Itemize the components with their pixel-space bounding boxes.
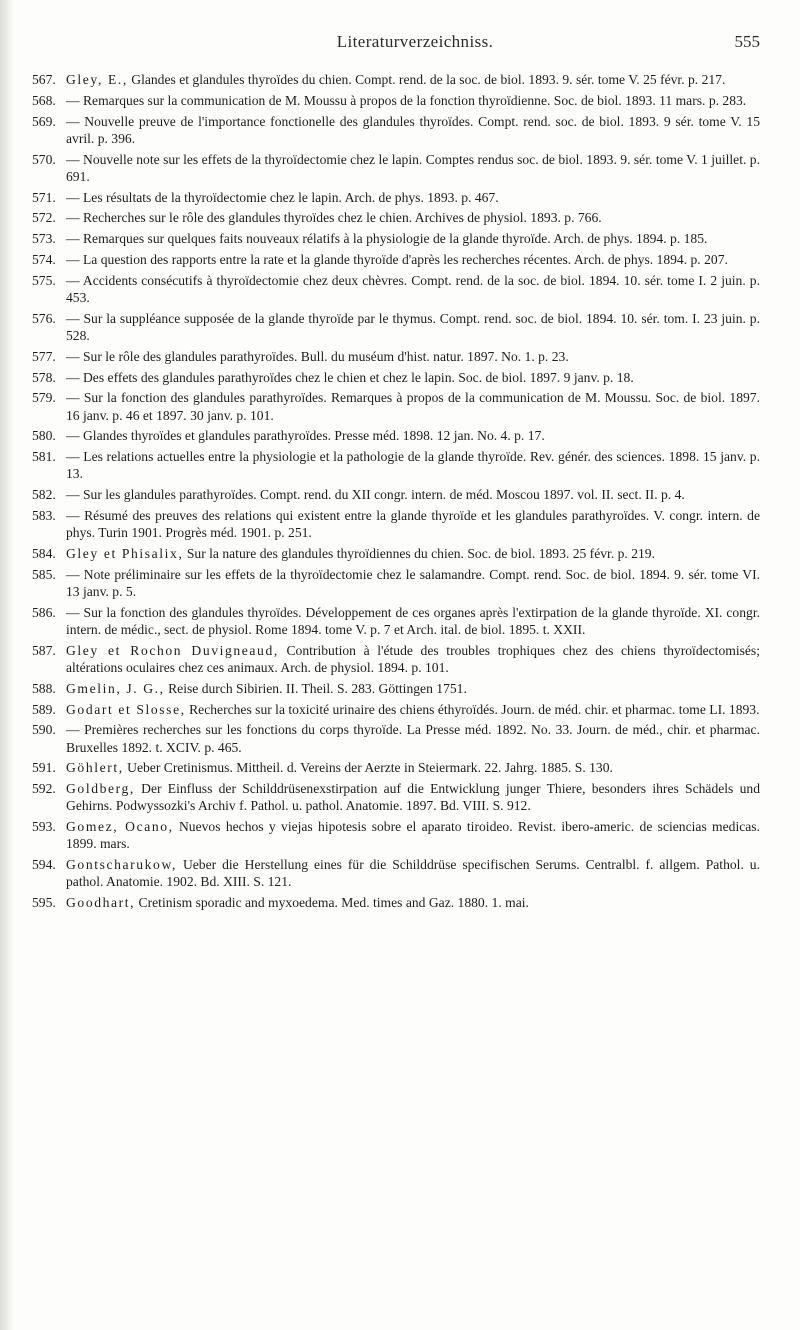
entry-author: Goodhart, — [66, 895, 136, 911]
entry-number: 585. — [32, 566, 56, 582]
bibliography-entry — [32, 680, 760, 697]
entry-text: — Sur le rôle des glandules parathyroïdes. Bull. du muséum d'hist. natur. 1897. No. 1. p. 23. — [66, 348, 569, 364]
entry-text: — Remarques sur quelques faits nouveaux rélatifs à la physiologie de la glande thyroïde. Arch. de phys. 1894. p. 185. — [66, 231, 708, 247]
entry-number: 581. — [32, 449, 56, 465]
entry-text: — Sur la suppléance supposée de la glande thyroïde par le thymus. Compt. rend. soc. de biol. 1894. 10. sér. tom. I. 23 juin. p. 528. — [66, 310, 760, 343]
bibliography-entry — [32, 545, 760, 562]
page-header — [70, 22, 760, 56]
entry-number: 580. — [32, 428, 56, 444]
entry-text: — Nouvelle preuve de l'importance fonctionelle des glandules thyroïdes. Compt. rend. soc. de biol. 1893. 9 sér. tome V. 15 avril. p. 396. — [66, 113, 760, 146]
entry-author: Goldberg, — [66, 781, 135, 797]
bibliography-entry — [32, 113, 760, 147]
bibliography-entry — [32, 209, 760, 226]
entry-number: 594. — [32, 857, 56, 873]
bibliography-entry — [32, 566, 760, 600]
entry-number: 568. — [32, 92, 56, 108]
page-number: 555 — [734, 32, 760, 51]
entry-text: Glandes et glandules thyroïdes du chien. Compt. rend. de la soc. de biol. 1893. 9. sér. tome V. 25 févr. p. 217. — [131, 72, 726, 87]
entry-author: Gley, E., — [66, 72, 128, 87]
bibliography-entry — [32, 759, 760, 776]
entry-author: Göhlert, — [66, 760, 124, 776]
bibliography-entry — [32, 92, 760, 109]
entry-number: 577. — [32, 348, 56, 364]
bibliography-entry — [32, 189, 760, 206]
entry-number: 573. — [32, 231, 56, 247]
entry-number: 570. — [32, 151, 56, 167]
entry-text: — Les relations actuelles entre la physiologie et la pathologie de la glande thyroïde. Rev. génér. des sciences. 1898. 15 janv. p. 13. — [66, 449, 760, 482]
entry-author: Gmelin, J. G., — [66, 680, 165, 696]
entry-author: Gomez, Ocano, — [66, 819, 174, 835]
running-title: Literaturverzeichniss. — [336, 32, 494, 51]
entry-author: Gley et Phisalix, — [66, 545, 184, 561]
entry-number: 584. — [32, 545, 56, 561]
entry-number: 591. — [32, 760, 56, 776]
entry-number: 582. — [32, 487, 56, 503]
entry-number: 567. — [32, 72, 56, 87]
entry-number: 569. — [32, 113, 56, 129]
bibliography-entry — [32, 310, 760, 344]
bibliography-entry — [32, 71, 760, 88]
bibliography-entry — [32, 230, 760, 247]
entry-text: Recherches sur la toxicité urinaire des chiens éthyroïdés. Journ. de méd. chir. et pharmac. tome LI. 1893. — [189, 701, 760, 717]
bibliography-entry — [32, 780, 760, 814]
entry-text: — Premières recherches sur les fonctions du corps thyroïde. La Presse méd. 1892. No. 33. Journ. de méd., chir. et pharmac. Bruxelles 1892. t. XCIV. p. 465. — [66, 722, 760, 755]
bibliography-entry — [32, 856, 760, 890]
bibliography-entry — [32, 507, 760, 541]
bibliography-entry — [32, 642, 760, 676]
bibliography-entry — [32, 448, 760, 482]
entry-text: — Recherches sur le rôle des glandules thyroïdes chez le chien. Archives de physiol. 1893. p. 766. — [66, 210, 602, 226]
entry-author: Godart et Slosse, — [66, 701, 186, 717]
entry-text: — Nouvelle note sur les effets de la thyroïdectomie chez le lapin. Comptes rendus soc. de biol. 1893. 9. sér. tome V. 1 juillet. p. 691. — [66, 151, 760, 184]
entry-author: Gontscharukow, — [66, 857, 177, 873]
entry-text: — Des effets des glandules parathyroïdes chez le chien et chez le lapin. Soc. de biol. 1897. 9 janv. p. 18. — [66, 369, 634, 385]
entry-number: 578. — [32, 369, 56, 385]
entry-number: 571. — [32, 189, 56, 205]
entry-number: 574. — [32, 251, 56, 267]
entry-number: 593. — [32, 819, 56, 835]
entry-number: 583. — [32, 507, 56, 523]
entry-text: — Note préliminaire sur les effets de la thyroïdectomie chez le salamandre. Compt. rend. Soc. de biol. 1894. 9. sér. tome VI. 13 janv. p. 5. — [66, 566, 760, 599]
entry-number: 587. — [32, 642, 56, 658]
entry-text: — La question des rapports entre la rate et la glande thyroïde d'après les recherches récentes. Arch. de phys. 1894. p. 207. — [66, 251, 728, 267]
bibliography-entry — [32, 272, 760, 306]
entry-text: — Les résultats de la thyroïdectomie chez le lapin. Arch. de phys. 1893. p. 467. — [66, 189, 499, 205]
entry-text: Contribution à l'étude des troubles trophiques chez des chiens thyroïdectomisés; altérations oculaires chez ces animaux. Arch. de physiol. 1894. p. 101. — [66, 642, 760, 675]
bibliography-entry — [32, 894, 760, 911]
entry-text: — Remarques sur la communication de M. Moussu à propos de la fonction thyroïdienne. Soc. de biol. 1893. 11 mars. p. 283. — [66, 92, 747, 108]
entry-number: 586. — [32, 604, 56, 620]
entry-number: 595. — [32, 895, 56, 911]
entry-text: — Sur la fonction des glandules thyroïdes. Développement de ces organes après l'extirpation de la glande thyroïde. XI. congr. intern. de médic., sect. de physiol. Rome 1894. tome V. p. 7 et Arch. ital. de biol. 1895. t. XXII. — [66, 604, 760, 637]
entry-number: 576. — [32, 310, 56, 326]
entry-number: 588. — [32, 680, 56, 696]
entry-text: — Accidents consécutifs à thyroïdectomie chez deux chèvres. Compt. rend. de la soc. de biol. 1894. 10. sér. tome I. 2 juin. p. 453. — [66, 272, 760, 305]
entry-text: — Glandes thyroïdes et glandules parathyroïdes. Presse méd. 1898. 12 jan. No. 4. p. 17. — [66, 428, 545, 444]
bibliography-entry — [32, 604, 760, 638]
bibliography-entry — [32, 721, 760, 755]
bibliography-entry — [32, 427, 760, 444]
entry-number: 575. — [32, 272, 56, 288]
bibliography-entry — [32, 151, 760, 185]
entry-text: — Résumé des preuves des relations qui existent entre la glande thyroïde et les glandules parathyroïdes. V. congr. intern. de phys. Turin 1901. Progrès méd. 1901. p. 251. — [66, 507, 760, 541]
entry-text: Sur la nature des glandules thyroïdiennes du chien. Soc. de biol. 1893. 25 févr. p. 219. — [186, 545, 656, 561]
entry-number: 592. — [32, 781, 56, 797]
bibliography-entry — [32, 348, 760, 365]
entry-number: 589. — [32, 701, 56, 717]
entry-number: 590. — [32, 722, 56, 738]
entry-text: Ueber die Herstellung eines für die Schilddrüse specifischen Serums. Centralbl. f. allgem. Pathol. u. pathol. Anatomie. 1902. Bd. XIII. S. 121. — [66, 857, 760, 890]
entry-number: 572. — [32, 210, 56, 226]
scan-edge-shadow — [0, 0, 14, 1330]
entry-number: 579. — [32, 390, 56, 406]
bibliography-entry — [32, 701, 760, 718]
bibliography-entry — [32, 389, 760, 423]
bibliography-list — [32, 71, 760, 915]
entry-text: — Sur la fonction des glandules parathyroïdes. Remarques à propos de la communication de M. Moussu. Soc. de biol. 1897. 16 janv. p. 46 et 1897. 30 janv. p. 101. — [66, 390, 760, 423]
bibliography-entry — [32, 486, 760, 503]
entry-author: Gley et Rochon Duvigneaud, — [66, 642, 279, 658]
entry-text: — Sur les glandules parathyroïdes. Compt. rend. du XII congr. intern. de méd. Moscou 1897. vol. II. sect. II. p. 4. — [66, 487, 685, 503]
entry-text: Nuevos hechos y viejas hipotesis sobre el aparato tiroideo. Revist. ibero-americ. de sciencias medicas. 1899. mars. — [66, 819, 760, 852]
entry-text: Cretinism sporadic and myxoedema. Med. times and Gaz. 1880. 1. mai. — [138, 895, 529, 911]
bibliography-entry — [32, 251, 760, 268]
entry-text: Der Einfluss der Schilddrüsenexstirpation auf die Entwicklung junger Thiere, besonders ihres Schädels und Gehirns. Podwyssozki's Archiv f. Pathol. u. pathol. Anatomie. 1897. Bd. VIII. S. 912. — [66, 781, 760, 814]
bibliography-entry — [32, 369, 760, 386]
entry-text: Reise durch Sibirien. II. Theil. S. 283. Göttingen 1751. — [168, 680, 467, 696]
bibliography-entry — [32, 818, 760, 852]
entry-text: Ueber Cretinismus. Mittheil. d. Vereins der Aerzte in Steiermark. 22. Jahrg. 1885. S. 130. — [127, 760, 613, 776]
